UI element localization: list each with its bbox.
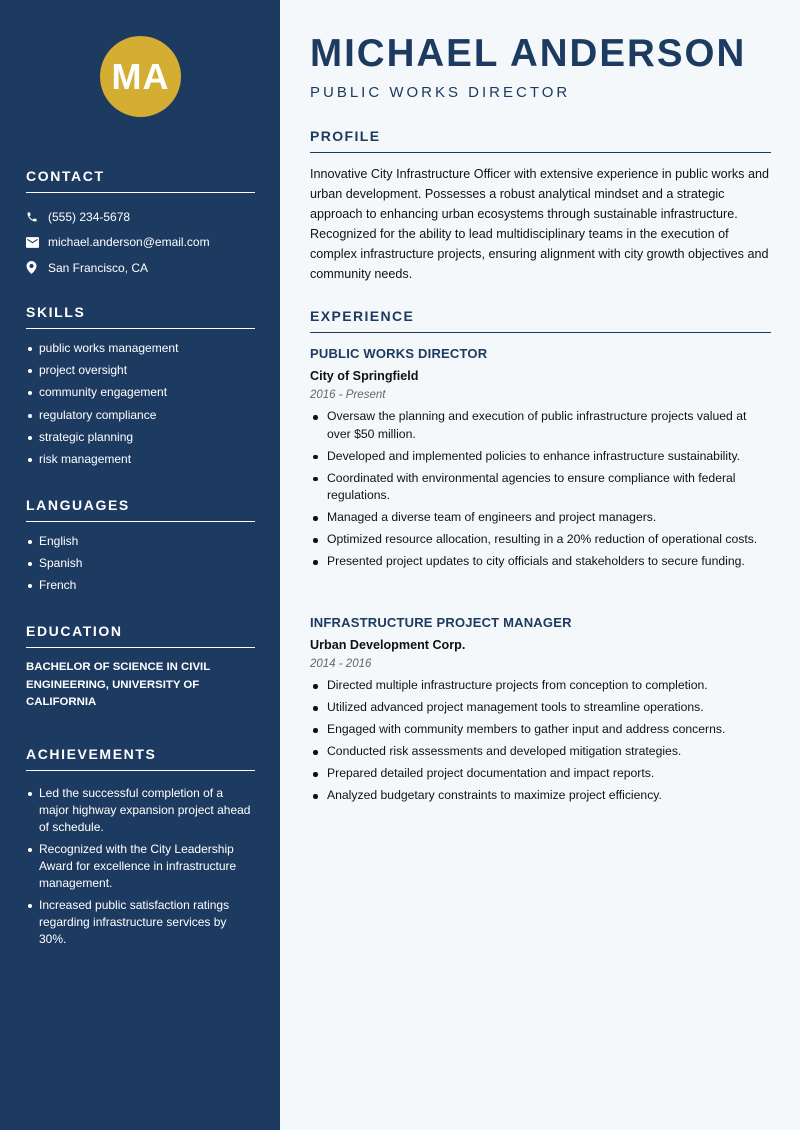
- achievement-item: Recognized with the City Leadership Award for excellence in infrastructure management.: [26, 841, 255, 892]
- job-bullet: Utilized advanced project management tools to streamline operations.: [310, 699, 771, 717]
- job-bullet: Presented project updates to city officials and stakeholders to secure funding.: [310, 553, 771, 571]
- email-icon: [26, 237, 48, 248]
- candidate-role: PUBLIC WORKS DIRECTOR: [310, 84, 571, 101]
- achievement-item: Led the successful completion of a major highway expansion project ahead of schedule.: [26, 785, 255, 836]
- avatar: MA: [100, 36, 181, 117]
- education-degree: BACHELOR OF SCIENCE IN CIVIL ENGINEERING, UNIVERSITY OF CALIFORNIA: [26, 661, 210, 708]
- contact-title: CONTACT: [26, 168, 255, 193]
- education-title: EDUCATION: [26, 623, 255, 648]
- job-bullet: Engaged with community members to gather input and address concerns.: [310, 721, 771, 739]
- job-dates: 2016 - Present: [310, 389, 386, 401]
- language-item: French: [26, 577, 255, 594]
- skills-title: SKILLS: [26, 304, 255, 329]
- job-bullet: Optimized resource allocation, resulting in a 20% reduction of operational costs.: [310, 531, 771, 549]
- skill-item: risk management: [26, 451, 255, 468]
- job-entry: [310, 615, 771, 810]
- skill-item: strategic planning: [26, 429, 255, 446]
- job-bullet: Prepared detailed project documentation and impact reports.: [310, 765, 771, 783]
- job-dates: 2014 - 2016: [310, 658, 372, 670]
- phone-icon: [26, 211, 48, 223]
- skill-item: regulatory compliance: [26, 407, 255, 424]
- job-bullet: Managed a diverse team of engineers and project managers.: [310, 509, 771, 527]
- job-bullet: Oversaw the planning and execution of public infrastructure projects valued at over $50 million.: [310, 408, 771, 443]
- job-bullet: Directed multiple infrastructure projects from conception to completion.: [310, 677, 771, 695]
- profile-text: Innovative City Infrastructure Officer with extensive experience in public works and urban development. Possesses a robust analytical mindset and a strategic approach to enhancing urban ecosystems through sustainable infrastructure. Recognized for the ability to lead multidisciplinary teams in the execution of complex infrastructure projects, ensuring alignment with city growth objectives and community needs.: [310, 167, 769, 281]
- languages-section: [26, 497, 255, 600]
- achievements-section: [26, 746, 255, 954]
- contact-email: [26, 230, 255, 256]
- contact-phone: [26, 204, 255, 230]
- job-entry: [310, 346, 771, 576]
- skill-item: public works management: [26, 340, 255, 357]
- job-bullet: Coordinated with environmental agencies to ensure compliance with federal regulations.: [310, 470, 771, 505]
- candidate-name: MICHAEL ANDERSON: [310, 32, 747, 75]
- achievement-item: Increased public satisfaction ratings regarding infrastructure services by 30%.: [26, 897, 255, 948]
- achievements-title: ACHIEVEMENTS: [26, 746, 255, 771]
- skill-item: project oversight: [26, 362, 255, 379]
- job-title: INFRASTRUCTURE PROJECT MANAGER: [310, 615, 572, 630]
- job-company: City of Springfield: [310, 369, 419, 383]
- skill-item: community engagement: [26, 384, 255, 401]
- job-bullet: Conducted risk assessments and developed mitigation strategies.: [310, 743, 771, 761]
- profile-title: PROFILE: [310, 128, 771, 153]
- phone-text: (555) 234-5678: [48, 209, 131, 224]
- education-section: [26, 623, 255, 712]
- job-bullet: Analyzed budgetary constraints to maximize project efficiency.: [310, 787, 771, 805]
- location-pin-icon: [26, 261, 48, 274]
- location-text: San Francisco, CA: [48, 260, 149, 275]
- language-item: English: [26, 533, 255, 550]
- sidebar: [0, 0, 280, 1130]
- contact-location: [26, 255, 255, 281]
- email-text: michael.anderson@email.com: [48, 235, 210, 250]
- languages-title: LANGUAGES: [26, 497, 255, 522]
- experience-title: EXPERIENCE: [310, 308, 771, 333]
- language-item: Spanish: [26, 555, 255, 572]
- job-title: PUBLIC WORKS DIRECTOR: [310, 346, 488, 361]
- job-bullet: Developed and implemented policies to enhance infrastructure sustainability.: [310, 448, 771, 466]
- skills-section: [26, 304, 255, 473]
- job-company: Urban Development Corp.: [310, 638, 466, 652]
- contact-section: [26, 168, 255, 281]
